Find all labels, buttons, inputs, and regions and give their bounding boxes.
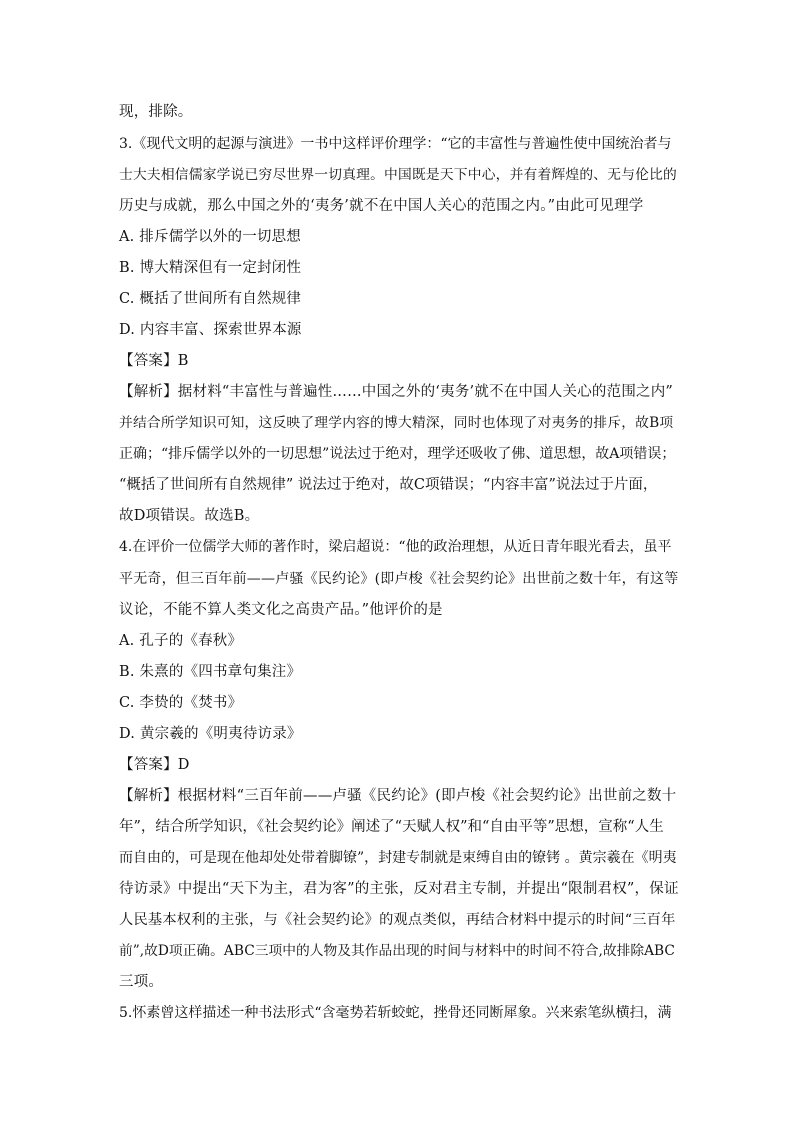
text-line: “概括了世间所有自然规律” 说法过于绝对，故C项错误；“内容丰富”说法过于片面， — [119, 477, 658, 493]
text-line: 三项。 — [119, 974, 164, 990]
text-line: 前”,故D项正确。ABC三项中的人物及其作品出现的时间与材料中的时间不符合,故排除ABC — [119, 943, 675, 959]
text-line: A. 排斥儒学以外的一切思想 — [119, 229, 301, 245]
text-line: 【解析】根据材料“三百年前——卢骚《民约论》(即卢梭《社会契约论》出世前之数十 — [119, 788, 677, 804]
text-line: 士大夫相信儒家学说已穷尽世界一切真理。中国既是天下中心，并有着辉煌的、无与伦比的 — [119, 167, 678, 183]
text-line: D. 黄宗羲的《明夷待访录》 — [119, 726, 302, 742]
text-line: 议论，不能不算人类文化之高贵产品。”他评价的是 — [119, 602, 443, 618]
text-line: 现，排除。 — [119, 104, 193, 120]
text-line: 待访录》中提出“天下为主，君为客”的主张，反对君主专制，并提出“限制君权”，保证 — [119, 881, 679, 897]
text-line: 【解析】据材料“丰富性与普遍性……中国之外的‘夷务’就不在中国人关心的范围之内” — [119, 384, 674, 400]
text-line: D. 内容丰富、探索世界本源 — [119, 322, 302, 338]
text-line: 年”，结合所学知识，《社会契约论》阐述了“天赋人权”和“自由平等”思想，宣称“人生 — [119, 819, 664, 835]
text-line: 故D项错误。故选B。 — [119, 508, 260, 524]
text-line: 【答案】B — [119, 353, 189, 369]
text-line: B. 朱熹的《四书章句集注》 — [119, 664, 302, 680]
text-line: 3.《现代文明的起源与演进》一书中这样评价理学：“它的丰富性与普遍性使中国统治者与 — [119, 136, 672, 152]
text-line: 人民基本权利的主张，与《社会契约论》的观点类似，再结合材料中提示的时间“三百年 — [119, 912, 676, 928]
text-line: A. 孔子的《春秋》 — [119, 633, 243, 649]
text-line: 4.在评价一位儒学大师的著作时，梁启超说：“他的政治理想，从近日青年眼光看去，虽平 — [119, 539, 672, 555]
text-line: 而自由的，可是现在他却处处带着脚镣”，封建专制就是束缚自由的镣铐 。黄宗羲在《明夷 — [119, 850, 677, 866]
text-line: B. 博大精深但有一定封闭性 — [119, 260, 302, 276]
text-line: 并结合所学知识可知，这反映了理学内容的博大精深，同时也体现了对夷务的排斥，故B项 — [119, 415, 674, 431]
text-line: 5.怀素曾这样描述一种书法形式“含毫势若斩蛟蛇，挫骨还同断犀象。兴来索笔纵横扫，满 — [119, 1005, 672, 1021]
text-line: C. 李贽的《焚书》 — [119, 695, 243, 711]
text-line: 平无奇，但三百年前——卢骚《民约论》(即卢梭《社会契约论》出世前之数十年，有这等 — [119, 571, 679, 587]
text-line: C. 概括了世间所有自然规律 — [119, 291, 302, 307]
text-line: 【答案】D — [119, 757, 190, 773]
text-line: 历史与成就，那么中国之外的‘夷务’就不在中国人关心的范围之内。”由此可见理学 — [119, 198, 644, 214]
text-line: 正确；“排斥儒学以外的一切思想”说法过于绝对，理学还吸收了佛、道思想，故A项错误； — [119, 446, 676, 462]
